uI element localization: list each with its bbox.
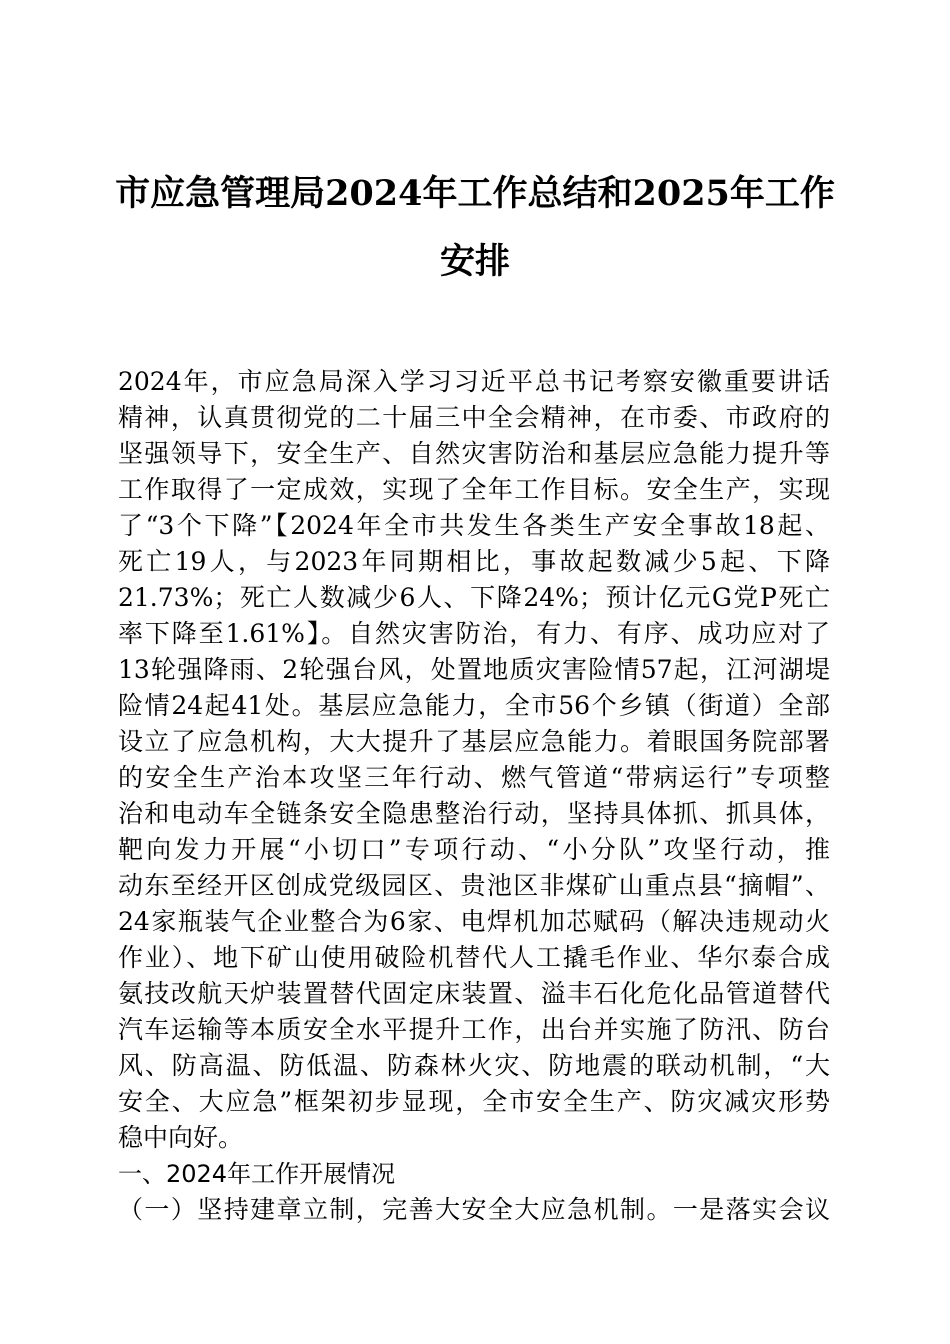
paragraph-line: 13轮强降雨、2轮强台风，处置地质灾害险情57起，江河湖堤: [118, 655, 830, 684]
paragraph-line: 设立了应急机构，大大提升了基层应急能力。着眼国务院部署: [118, 727, 830, 756]
paragraph-line: 死亡19人，与2023年同期相比，事故起数减少5起、下降: [118, 547, 830, 576]
document-body: [118, 364, 830, 1228]
paragraph-line: 靶向发力开展“小切口”专项行动、“小分队”攻坚行动，推: [118, 835, 830, 864]
paragraph-line: 治和电动车全链条安全隐患整治行动，坚持具体抓、抓具体，: [118, 799, 830, 828]
paragraph-line: 的安全生产治本攻坚三年行动、燃气管道“带病运行”专项整: [118, 763, 830, 792]
paragraph-line: 稳中向好。: [118, 1123, 244, 1152]
paragraph-line: 24家瓶装气企业整合为6家、电焊机加芯赋码（解决违规动火: [118, 907, 830, 936]
section-heading: 一、2024年工作开展情况: [118, 1160, 396, 1188]
paragraph-line: 氨技改航天炉装置替代固定床装置、溢丰石化危化品管道替代: [118, 979, 830, 1008]
paragraph-line: 精神，认真贯彻党的二十届三中全会精神，在市委、市政府的: [118, 403, 830, 432]
paragraph-line: 风、防高温、防低温、防森林火灾、防地震的联动机制，“大: [118, 1051, 830, 1080]
paragraph-line: 工作取得了一定成效，实现了全年工作目标。安全生产，实现: [118, 475, 830, 504]
document-title-line-1: 市应急管理局2024年工作总结和2025年工作: [115, 173, 835, 214]
subsection-line: （一）坚持建章立制，完善大安全大应急机制。一是落实会议: [118, 1195, 830, 1224]
paragraph-line: 汽车运输等本质安全水平提升工作，出台并实施了防汛、防台: [118, 1015, 830, 1044]
paragraph-line: 险情24起41处。基层应急能力，全市56个乡镇（街道）全部: [118, 691, 830, 720]
paragraph-line: 了“3个下降”【2024年全市共发生各类生产安全事故18起、: [118, 511, 830, 540]
paragraph-line: 作业）、地下矿山使用破险机替代人工撬毛作业、华尔泰合成: [118, 943, 830, 972]
paragraph-line: 安全、大应急”框架初步显现，全市安全生产、防灾减灾形势: [118, 1087, 830, 1116]
paragraph-line: 2024年，市应急局深入学习习近平总书记考察安徽重要讲话: [118, 367, 830, 396]
paragraph-line: 坚强领导下，安全生产、自然灾害防治和基层应急能力提升等: [118, 439, 830, 468]
paragraph-line: 动东至经开区创成党级园区、贵池区非煤矿山重点县“摘帽”、: [118, 871, 830, 900]
paragraph-line: 21.73%；死亡人数减少6人、下降24%；预计亿元G党P死亡: [118, 583, 830, 612]
document-title-line-2: 安排: [439, 241, 510, 282]
paragraph-line: 率下降至1.61%】。自然灾害防治，有力、有序、成功应对了: [118, 619, 830, 648]
